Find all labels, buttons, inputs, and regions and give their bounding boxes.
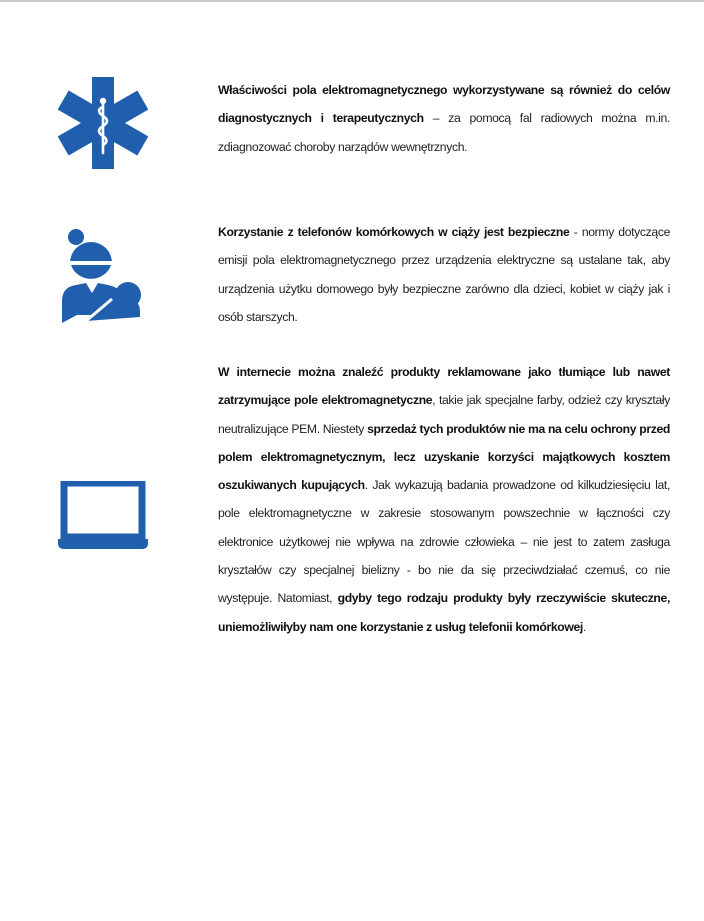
body-text: – za pomocą fal radiowych można m.in. zdiagnozować choroby narządów wewnętrznych. — [218, 111, 670, 154]
bold-text: Właściwości pola elektromagnetycznego wykorzystywane są również do celów diagnostycznych i terapeutycznych — [218, 83, 670, 126]
bold-text: W internecie można znaleźć produkty reklamowane jako tłumiące lub nawet zatrzymujące pole elektromagnetyczne — [218, 365, 670, 408]
body-text: , takie jak specjalne farby, odzież czy kryształy neutralizujące PEM. Niestety — [218, 393, 670, 436]
paragraph-pregnancy — [218, 218, 670, 331]
paragraph-diagnostics — [218, 76, 670, 161]
body-text: . Jak wykazują badania prowadzone od kilkudziesięciu lat, pole elektromagnetyczne w zakresie stosowanym powszechnie w łączności czy elektronice użytkowej nie wpływa na zdrowie człowieka – nie jest to zatem zasługa kryształów czy specjalnej bielizny - bo nie da się przeciwdziałać czemuś, co nie występuje. Natomiast, — [218, 478, 670, 606]
body-text: . — [582, 619, 587, 634]
star-of-life-icon — [58, 77, 148, 169]
bold-text: gdyby tego rodzaju produkty były rzeczywiście skuteczne, uniemożliwiłyby nam one korzystanie z usług telefonii komórkowej — [218, 591, 670, 634]
paragraph-products — [218, 358, 670, 641]
top-divider — [0, 0, 704, 2]
body-text: - normy dotyczące emisji pola elektromagnetycznego przez urządzenia elektryczne są ustalane tak, aby urządzenia użytku domowego były bezpieczne zarówno dla dzieci, kobiet w ciąży jak i osób starszych. — [218, 225, 670, 324]
mother-with-child-icon — [62, 225, 144, 323]
laptop-icon — [58, 481, 148, 551]
bold-text: sprzedaż tych produktów nie ma na celu ochrony przed polem elektromagnetycznym, lecz uzyskanie korzyści majątkowych kosztem oszukiwanych kupujących — [218, 421, 670, 493]
bold-text: Korzystanie z telefonów komórkowych w ciąży jest bezpieczne — [218, 225, 570, 239]
